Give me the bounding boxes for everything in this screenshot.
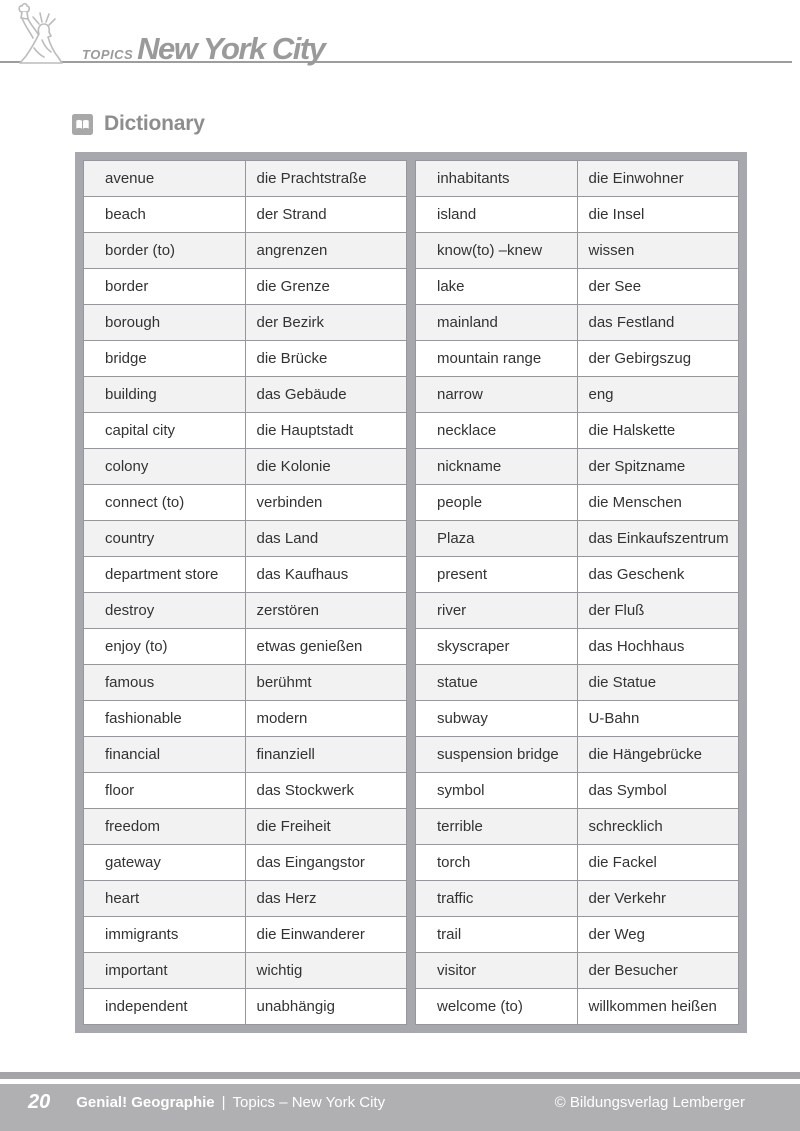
german-term: die Statue: [577, 665, 739, 701]
german-term: die Halskette: [577, 413, 739, 449]
english-term: subway: [416, 701, 578, 737]
table-row: [84, 809, 407, 845]
table-row: [84, 629, 407, 665]
table-row: [416, 197, 739, 233]
german-term: finanziell: [245, 737, 407, 773]
table-row: [416, 161, 739, 197]
english-term: lake: [416, 269, 578, 305]
footer-rule: [0, 1072, 800, 1079]
english-term: famous: [84, 665, 246, 701]
german-term: der Spitzname: [577, 449, 739, 485]
german-term: unabhängig: [245, 989, 407, 1025]
table-row: [84, 485, 407, 521]
german-term: angrenzen: [245, 233, 407, 269]
english-term: skyscraper: [416, 629, 578, 665]
table-row: [416, 701, 739, 737]
german-term: die Insel: [577, 197, 739, 233]
table-row: [84, 197, 407, 233]
table-row: [416, 305, 739, 341]
german-term: der See: [577, 269, 739, 305]
german-term: die Einwanderer: [245, 917, 407, 953]
table-row: [84, 665, 407, 701]
english-term: border (to): [84, 233, 246, 269]
table-row: [416, 233, 739, 269]
english-term: capital city: [84, 413, 246, 449]
footer-copyright: © Bildungsverlag Lemberger: [554, 1094, 745, 1111]
german-term: das Stockwerk: [245, 773, 407, 809]
english-term: people: [416, 485, 578, 521]
english-term: border: [84, 269, 246, 305]
english-term: borough: [84, 305, 246, 341]
table-row: [416, 629, 739, 665]
german-term: berühmt: [245, 665, 407, 701]
table-row: [84, 161, 407, 197]
table-row: [84, 269, 407, 305]
english-term: trail: [416, 917, 578, 953]
masthead: [82, 30, 324, 74]
table-row: [84, 593, 407, 629]
page-title: New York City: [137, 31, 325, 66]
table-row: [84, 305, 407, 341]
english-term: avenue: [84, 161, 246, 197]
table-row: [416, 377, 739, 413]
german-term: das Eingangstor: [245, 845, 407, 881]
english-term: immigrants: [84, 917, 246, 953]
table-row: [416, 485, 739, 521]
english-term: necklace: [416, 413, 578, 449]
english-term: connect (to): [84, 485, 246, 521]
english-term: colony: [84, 449, 246, 485]
german-term: die Brücke: [245, 341, 407, 377]
footer-separator: |: [221, 1094, 226, 1111]
german-term: das Land: [245, 521, 407, 557]
german-term: das Gebäude: [245, 377, 407, 413]
english-term: building: [84, 377, 246, 413]
table-row: [84, 989, 407, 1025]
table-row: [416, 413, 739, 449]
table-row: [416, 917, 739, 953]
section-title: Dictionary: [104, 112, 205, 135]
german-term: das Geschenk: [577, 557, 739, 593]
table-row: [416, 809, 739, 845]
table-row: [416, 773, 739, 809]
english-term: gateway: [84, 845, 246, 881]
dictionary-table-frame: [75, 152, 747, 1033]
table-row: [84, 737, 407, 773]
table-row: [84, 917, 407, 953]
german-term: der Besucher: [577, 953, 739, 989]
german-term: die Einwohner: [577, 161, 739, 197]
german-term: die Kolonie: [245, 449, 407, 485]
table-row: [84, 377, 407, 413]
table-row: [416, 557, 739, 593]
german-term: modern: [245, 701, 407, 737]
dictionary-table-right: [415, 160, 739, 1025]
masthead-kicker: TOPICS: [82, 47, 134, 62]
german-term: die Menschen: [577, 485, 739, 521]
table-row: [84, 557, 407, 593]
english-term: nickname: [416, 449, 578, 485]
dictionary-table-left: [83, 160, 407, 1025]
english-term: country: [84, 521, 246, 557]
table-row: [84, 773, 407, 809]
english-term: mountain range: [416, 341, 578, 377]
table-row: [416, 449, 739, 485]
footer: [0, 1084, 800, 1131]
table-row: [84, 845, 407, 881]
english-term: river: [416, 593, 578, 629]
german-term: der Weg: [577, 917, 739, 953]
german-term: etwas genießen: [245, 629, 407, 665]
german-term: zerstören: [245, 593, 407, 629]
english-term: present: [416, 557, 578, 593]
english-term: important: [84, 953, 246, 989]
table-row: [84, 449, 407, 485]
english-term: traffic: [416, 881, 578, 917]
german-term: die Prachtstraße: [245, 161, 407, 197]
english-term: mainland: [416, 305, 578, 341]
german-term: die Freiheit: [245, 809, 407, 845]
english-term: department store: [84, 557, 246, 593]
german-term: das Herz: [245, 881, 407, 917]
footer-chapter: Topics – New York City: [232, 1094, 386, 1111]
english-term: torch: [416, 845, 578, 881]
german-term: die Hängebrücke: [577, 737, 739, 773]
english-term: suspension bridge: [416, 737, 578, 773]
german-term: wichtig: [245, 953, 407, 989]
german-term: der Bezirk: [245, 305, 407, 341]
table-row: [416, 953, 739, 989]
table-row: [84, 233, 407, 269]
footer-book-title: Genial! Geographie: [76, 1094, 215, 1111]
german-term: der Fluß: [577, 593, 739, 629]
german-term: willkommen heißen: [577, 989, 739, 1025]
statue-of-liberty-icon: [6, 2, 76, 66]
german-term: eng: [577, 377, 739, 413]
english-term: fashionable: [84, 701, 246, 737]
table-row: [416, 341, 739, 377]
german-term: wissen: [577, 233, 739, 269]
german-term: U-Bahn: [577, 701, 739, 737]
english-term: narrow: [416, 377, 578, 413]
table-row: [416, 737, 739, 773]
table-row: [84, 521, 407, 557]
german-term: schrecklich: [577, 809, 739, 845]
table-row: [416, 269, 739, 305]
german-term: das Kaufhaus: [245, 557, 407, 593]
table-row: [416, 593, 739, 629]
english-term: statue: [416, 665, 578, 701]
english-term: symbol: [416, 773, 578, 809]
english-term: financial: [84, 737, 246, 773]
table-row: [416, 989, 739, 1025]
english-term: freedom: [84, 809, 246, 845]
table-row: [416, 521, 739, 557]
german-term: der Gebirgszug: [577, 341, 739, 377]
table-row: [416, 845, 739, 881]
english-term: inhabitants: [416, 161, 578, 197]
table-row: [416, 665, 739, 701]
english-term: beach: [84, 197, 246, 233]
english-term: visitor: [416, 953, 578, 989]
table-row: [84, 701, 407, 737]
english-term: Plaza: [416, 521, 578, 557]
english-term: heart: [84, 881, 246, 917]
german-term: verbinden: [245, 485, 407, 521]
english-term: enjoy (to): [84, 629, 246, 665]
open-book-icon: [72, 114, 93, 135]
german-term: der Verkehr: [577, 881, 739, 917]
german-term: das Festland: [577, 305, 739, 341]
german-term: die Fackel: [577, 845, 739, 881]
german-term: das Symbol: [577, 773, 739, 809]
german-term: die Grenze: [245, 269, 407, 305]
german-term: das Hochhaus: [577, 629, 739, 665]
english-term: destroy: [84, 593, 246, 629]
table-row: [84, 413, 407, 449]
english-term: island: [416, 197, 578, 233]
english-term: floor: [84, 773, 246, 809]
table-row: [84, 341, 407, 377]
english-term: welcome (to): [416, 989, 578, 1025]
english-term: terrible: [416, 809, 578, 845]
page-number: 20: [28, 1091, 51, 1113]
english-term: independent: [84, 989, 246, 1025]
dictionary-section-heading: [72, 112, 205, 136]
german-term: der Strand: [245, 197, 407, 233]
german-term: das Einkaufszentrum: [577, 521, 739, 557]
table-row: [416, 881, 739, 917]
english-term: bridge: [84, 341, 246, 377]
table-row: [84, 881, 407, 917]
english-term: know(to) –knew: [416, 233, 578, 269]
german-term: die Hauptstadt: [245, 413, 407, 449]
table-row: [84, 953, 407, 989]
